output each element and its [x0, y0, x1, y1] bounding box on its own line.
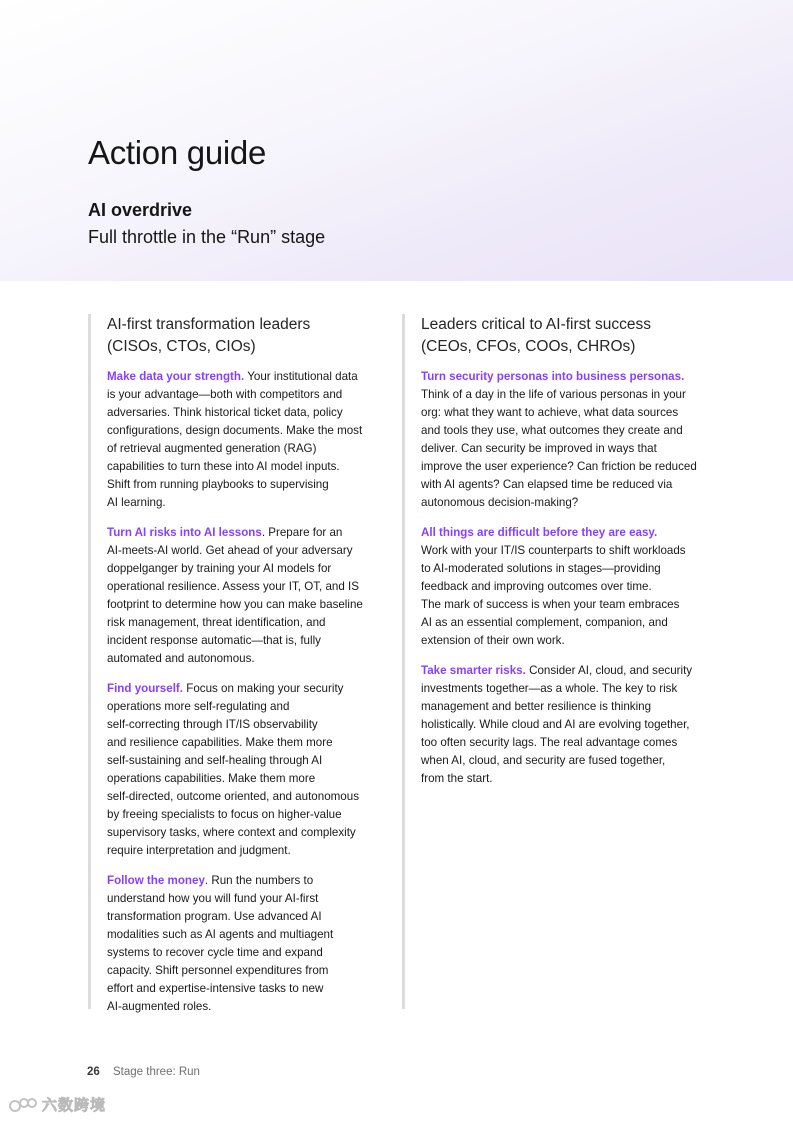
- paragraph-lead: Make data your strength.: [107, 370, 245, 383]
- column-critical-leaders: [402, 314, 722, 1009]
- paragraph-turn-ai-risks: [107, 524, 388, 668]
- column-transformation-leaders: [88, 314, 388, 1013]
- paragraph-security-personas: [421, 368, 722, 512]
- watermark: [8, 1094, 106, 1115]
- paragraph-lead: Turn security personas into business personas.: [421, 370, 685, 383]
- page-footer: [87, 1066, 200, 1078]
- paragraph-body: Think of a day in the life of various personas in your org: what they want to achieve, what data sources and tools they use, what outcomes they create and deliver. Can security be improved in ways that improve the user experience? Can friction be reduced with AI agents? Can elapsed time be reduced via autonomous decision-making?: [421, 388, 697, 509]
- section-subtitle: Full throttle in the “Run” stage: [88, 227, 326, 247]
- paragraph-body: Consider AI, cloud, and security investments together—as a whole. The key to risk management and better resilience is thinking holistically. While cloud and AI are evolving together, too often security lags. The real advantage comes when AI, cloud, and security are fused together, from the start.: [421, 664, 693, 785]
- column-heading: Leaders critical to AI-first success (CEOs, CFOs, COOs, CHROs): [421, 316, 651, 355]
- page-number: 26: [87, 1066, 100, 1078]
- paragraph-smarter-risks: [421, 662, 722, 788]
- paragraph-body: Your institutional data is your advantage—both with competitors and adversaries. Think historical ticket data, policy configurations, design documents. Make the most of retrieval augmented generation (RAG) capabilities to turn these into AI model inputs. Shift from running playbooks to supervising AI learning.: [107, 370, 363, 509]
- paragraph-lead: Follow the money: [107, 874, 205, 887]
- paragraph-body: Work with your IT/IS counterparts to shift workloads to AI-moderated solutions in stages—providing feedback and improving outcomes over time. The mark of success is when your team embraces AI as an essential complement, companion, and extension of their own work.: [421, 544, 686, 647]
- paragraph-body: Focus on making your security operations more self-regulating and self-correcting through IT/IS observability and resilience capabilities. Make them more self-sustaining and self-healing through AI operations capabilities. Make them more self-directed, outcome oriented, and autonomous by freeing specialists to focus on higher-value supervisory tasks, where context and complexity require interpretation and judgment.: [107, 682, 359, 857]
- watermark-text: 六数跨境: [42, 1097, 107, 1114]
- section-title: AI overdrive: [88, 200, 193, 220]
- page-title: Action guide: [88, 134, 267, 171]
- paragraph-find-yourself: [107, 680, 388, 860]
- paragraph-body: . Prepare for an AI-meets-AI world. Get ahead of your adversary doppelganger by training your AI models for operational resilience. Assess your IT, OT, and IS footprint to determine how you can make baseline risk management, threat identification, and incident response automatic—that is, fully automated and autonomous.: [107, 526, 363, 665]
- column-heading: AI-first transformation leaders (CISOs, CTOs, CIOs): [107, 316, 311, 355]
- paragraph-follow-the-money: [107, 872, 388, 1016]
- watermark-logo-icon: [8, 1096, 38, 1114]
- footer-stage-label: Stage three: Run: [113, 1066, 200, 1078]
- paragraph-lead: All things are difficult before they are easy.: [421, 526, 658, 539]
- paragraph-lead: Turn AI risks into AI lessons: [107, 526, 262, 539]
- paragraph-body: . Run the numbers to understand how you will fund your AI-first transformation program. Use advanced AI modalities such as AI agents and multiagent systems to recover cycle time and expand capacity. Shift personnel expenditures from effort and expertise-intensive tasks to new AI-augmented roles.: [107, 874, 334, 1013]
- paragraph-lead: Find yourself.: [107, 682, 184, 695]
- paragraph-make-data-your-strength: [107, 368, 388, 512]
- paragraph-difficult-before-easy: [421, 524, 722, 650]
- paragraph-lead: Take smarter risks.: [421, 664, 526, 677]
